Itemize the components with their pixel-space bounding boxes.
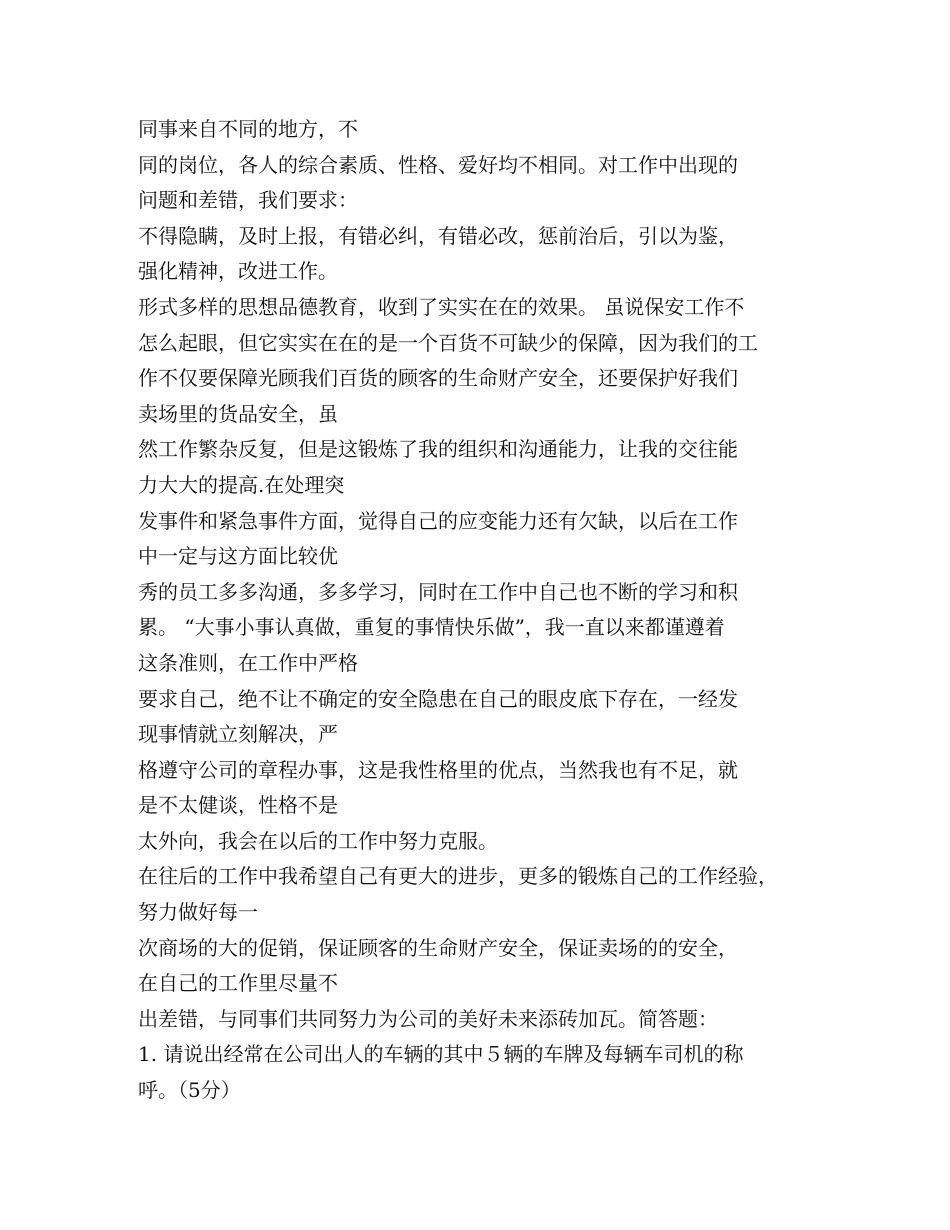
- text-line: 太外向，我会在以后的工作中努力克服。: [138, 828, 498, 853]
- text-line: 这条准则，在工作中严格: [138, 650, 358, 675]
- text-line: 现事情就立刻解决，严: [138, 722, 338, 747]
- text-line: 呼。（5分）: [138, 1078, 241, 1103]
- text-line: 是不太健谈，性格不是: [138, 793, 338, 818]
- text-line: 累。 “大事小事认真做，重复的事情快乐做”，我一直以来都谨遵着: [138, 615, 725, 640]
- text-line: 不得隐瞒，及时上报，有错必纠，有错必改，惩前治后，引以为鉴，: [138, 223, 738, 248]
- text-line: 要求自己，绝不让不确定的安全隐患在自己的眼皮底下存在，一经发: [138, 686, 738, 711]
- text-line: 同的岗位，各人的综合素质、性格、爱好均不相同。对工作中出现的: [138, 152, 738, 177]
- text-line: 形式多样的思想品德教育，收到了实实在在的效果。 虽说保安工作不: [138, 294, 745, 319]
- text-line: 力大大的提高.在处理突: [138, 472, 345, 497]
- text-line: 在往后的工作中我希望自己有更大的进步，更多的锻炼自己的工作经验，: [138, 864, 778, 889]
- text-line: 中一定与这方面比较优: [138, 544, 338, 569]
- text-line: 同事来自不同的地方，不: [138, 117, 358, 141]
- text-line: 发事件和紧急事件方面，觉得自己的应变能力还有欠缺，以后在工作: [138, 508, 738, 533]
- document-body: [138, 112, 828, 1109]
- text-line: 卖场里的货品安全，虽: [138, 401, 338, 426]
- text-line: 次商场的大的促销，保证顾客的生命财产安全，保证卖场的的安全，: [138, 935, 738, 960]
- text-line: 强化精神，改进工作。: [138, 259, 338, 284]
- text-line: 格遵守公司的章程办事，这是我性格里的优点，当然我也有不足，就: [138, 757, 738, 782]
- text-line: 努力做好每一: [138, 900, 258, 925]
- text-line: 出差错，与同事们共同努力为公司的美好未来添砖加瓦。简答题：: [138, 1006, 718, 1031]
- text-line: 怎么起眼，但它实实在在的是一个百货不可缺少的保障，因为我们的工: [138, 330, 758, 355]
- text-line: 秀的员工多多沟通，多多学习，同时在工作中自己也不断的学习和积: [138, 579, 738, 604]
- text-line: 然工作繁杂反复，但是这锻炼了我的组织和沟通能力，让我的交往能: [138, 437, 738, 462]
- text-line: 在自己的工作里尽量不: [138, 971, 338, 996]
- text-line: 1. 请说出经常在公司出人的车辆的其中５辆的车牌及每辆车司机的称: [138, 1042, 744, 1067]
- text-line: 问题和差错，我们要求：: [138, 188, 358, 213]
- text-line: 作不仅要保障光顾我们百货的顾客的生命财产安全，还要保护好我们: [138, 366, 738, 391]
